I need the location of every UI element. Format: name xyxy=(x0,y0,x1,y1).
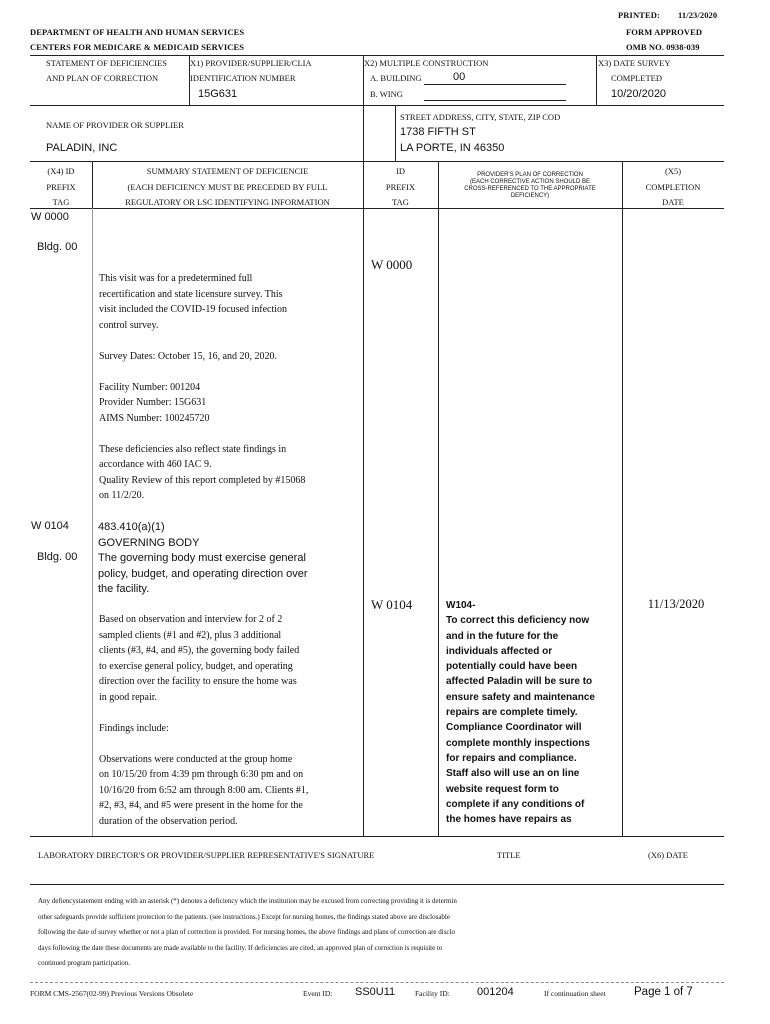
statement-label-2: AND PLAN OF CORRECTION xyxy=(46,73,159,83)
x3-label-2: COMPLETED xyxy=(611,73,662,83)
survey-date: 10/20/2020 xyxy=(611,88,667,100)
text-line: on 11/2/20. xyxy=(99,490,145,501)
text-line: complete if any conditions of xyxy=(446,798,585,810)
x1-label-2: IDENTIFICATION NUMBER xyxy=(190,73,296,83)
x5-header-3: DATE xyxy=(662,197,684,207)
text-line: ensure safety and maintenance xyxy=(446,691,595,703)
text-line: the facility. xyxy=(98,583,150,595)
text-line: This visit was for a predetermined full xyxy=(99,273,253,284)
text-line: Survey Dates: October 15, 16, and 20, 2020. xyxy=(99,350,278,362)
continuation-label: If continuation sheet xyxy=(544,989,606,998)
text-line: These deficiencies also reflect state findings in xyxy=(99,443,287,455)
text-line: recertification and state licensure survey. This xyxy=(99,288,283,300)
right-tag: W 0000 xyxy=(371,257,413,272)
x4-header: (X4) ID xyxy=(47,166,75,176)
building-label: A. BUILDING xyxy=(370,73,422,83)
disclaimer-line: continued program participation. xyxy=(38,959,130,967)
text-line: Findings include: xyxy=(99,722,169,734)
text-line: Staff also will use an on line xyxy=(446,768,580,780)
disclaimer-line: following the date of survey whether or not a plan of correction is provided. For nursing homes, the above findings and plans of correction are disclo xyxy=(38,928,455,936)
wing-label: B. WING xyxy=(370,89,403,99)
text-line: Compliance Coordinator will xyxy=(446,722,582,734)
plan-header xyxy=(438,172,622,200)
text-line: policy, budget, and operating direction over xyxy=(98,567,308,580)
text-line: potentially could have been xyxy=(446,661,578,673)
building-underline xyxy=(424,84,566,85)
text-line: Facility Number: 001204 xyxy=(99,381,201,393)
form-id: FORM CMS-2567(02-99) Previous Versions Obsolete xyxy=(30,989,194,998)
text-line: control survey. xyxy=(99,319,159,331)
centers-title: CENTERS FOR MEDICARE & MEDICAID SERVICES xyxy=(30,42,245,52)
right-tag: W 0104 xyxy=(371,597,413,612)
plan-header-line: (EACH CORRECTIVE ACTION SHOULD BE xyxy=(469,179,591,185)
text-line: sampled clients (#1 and #2), plus 3 additional xyxy=(99,629,282,641)
tag-prefix: W 0104 xyxy=(31,520,69,532)
text-line: complete monthly inspections xyxy=(446,737,590,749)
address-city: LA PORTE, IN 46350 xyxy=(400,142,505,154)
signature-label: LABORATORY DIRECTOR'S OR PROVIDER/SUPPLIER REPRESENTATIVE'S SIGNATURE xyxy=(38,850,375,860)
top-box-border xyxy=(30,55,724,56)
statement-label: STATEMENT OF DEFICIENCIES xyxy=(46,58,168,68)
dept-title: DEPARTMENT OF HEALTH AND HUMAN SERVICES xyxy=(30,27,245,37)
tag-prefix: W 0000 xyxy=(31,211,69,223)
text-line: The governing body must exercise general xyxy=(98,552,306,564)
address-street: 1738 FIFTH ST xyxy=(400,126,476,138)
header-border xyxy=(30,208,724,209)
text-line: duration of the observation period. xyxy=(99,815,238,827)
x5-header-2: COMPLETION xyxy=(645,182,701,192)
text-line: individuals affected or xyxy=(446,645,553,657)
text-line: on 10/15/20 from 4:39 pm through 6:30 pm and on xyxy=(99,769,304,780)
completion-date: 11/13/2020 xyxy=(647,597,705,611)
text-line: AIMS Number: 100245720 xyxy=(99,412,210,424)
summary-header: SUMMARY STATEMENT OF DEFICIENCIE xyxy=(146,166,309,176)
bldg-label: Bldg. 00 xyxy=(37,241,78,253)
printed-date: 11/23/2020 xyxy=(678,10,718,20)
divider xyxy=(622,208,623,836)
x2-label: X2) MULTIPLE CONSTRUCTION xyxy=(364,58,489,68)
provider-row-border xyxy=(30,161,724,162)
provider-name-label: NAME OF PROVIDER OR SUPPLIER xyxy=(46,120,184,130)
text-line: #2, #3, #4, and #5 were present in the home for the xyxy=(99,800,303,811)
text-line: accordance with 460 IAC 9. xyxy=(99,459,212,470)
signature-border xyxy=(30,884,724,885)
text-line: 10/16/20 from 6:52 am through 8:00 am. Clients #1, xyxy=(99,784,309,796)
tag2-regulation xyxy=(98,520,362,598)
text-line: clients (#3, #4, and #5), the governing body failed xyxy=(99,645,300,656)
omb-number: OMB NO. 0938-039 xyxy=(626,42,700,52)
text-line xyxy=(99,736,361,752)
text-line: repairs are complete timely. xyxy=(446,707,578,719)
event-id-label: Event ID: xyxy=(303,989,333,998)
id-header: ID xyxy=(396,166,405,176)
text-line: website request form to xyxy=(446,783,559,795)
printed-label: PRINTED: xyxy=(618,10,660,20)
id-header-2: PREFIX xyxy=(385,182,416,192)
plan-of-correction xyxy=(446,598,621,827)
text-line: affected Paladin will be sure to xyxy=(446,676,593,688)
divider xyxy=(363,208,364,836)
text-line: and in the future for the xyxy=(446,630,559,642)
text-line: to exercise general policy, budget, and operating xyxy=(99,660,293,672)
disclaimer-line: other safeguards provide sufficient protection to the patients. (see instructions.) Except for nursing homes, the findings stated above are disclosable xyxy=(38,912,450,921)
text-line: 483.410(a)(1) xyxy=(98,521,165,533)
plan-header-line: CROSS-REFERENCED TO THE APPROPRIATE xyxy=(464,186,596,192)
top-box-border-bottom xyxy=(30,105,724,106)
disclaimer xyxy=(38,894,728,972)
text-line xyxy=(99,333,361,349)
text-line: Based on observation and interview for 2 of 2 xyxy=(99,614,283,625)
text-line: Observations were conducted at the group home xyxy=(99,753,293,765)
text-line: GOVERNING BODY xyxy=(98,536,200,549)
disclaimer-line: days following the date these documents are made available to the facility. If deficiencies are cited, an approved plan of correction is requisite to xyxy=(38,943,443,952)
date-label: (X6) DATE xyxy=(648,850,688,860)
page-number: Page 1 of 7 xyxy=(634,986,693,998)
facility-id-value: 001204 xyxy=(477,986,514,998)
divider xyxy=(438,208,439,836)
tag1-text xyxy=(99,271,361,504)
tag2-findings xyxy=(99,612,361,829)
x3-label: X3) DATE SURVEY xyxy=(598,58,671,68)
bldg-label: Bldg. 00 xyxy=(37,551,78,563)
text-line: To correct this deficiency now xyxy=(446,615,590,627)
x1-label: X1) PROVIDER/SUPPLIER/CLIA xyxy=(190,58,312,68)
x4-header-2: PREFIX xyxy=(46,182,76,192)
plan-header-line: PROVIDER'S PLAN OF CORRECTION xyxy=(477,172,583,178)
form-approved: FORM APPROVED xyxy=(626,27,703,37)
text-line: W104- xyxy=(446,600,476,611)
divider xyxy=(596,55,597,105)
event-id-value: SS0U11 xyxy=(355,986,396,998)
divider xyxy=(92,208,93,836)
text-line: the homes have repairs as xyxy=(446,814,572,826)
text-line xyxy=(99,705,361,721)
text-line: in good repair. xyxy=(99,691,158,703)
text-line: Provider Number: 15G631 xyxy=(99,397,207,408)
body-border-bottom xyxy=(30,836,724,837)
divider xyxy=(395,105,396,161)
facility-id-label: Facility ID: xyxy=(415,989,450,998)
text-line xyxy=(99,364,361,380)
footer-divider xyxy=(30,982,724,983)
text-line: visit included the COVID-19 focused infection xyxy=(99,304,288,315)
text-line: Quality Review of this report completed by #15068 xyxy=(99,474,306,486)
disclaimer-line: Any defiencystatement ending with an asterisk (*) denotes a deficiency which the institution may be excused from correcting providing it is determin xyxy=(38,897,457,905)
provider-number: 15G631 xyxy=(198,88,238,100)
title-label: TITLE xyxy=(497,850,521,860)
summary-header-3: REGULATORY OR LSC IDENTIFYING INFORMATION xyxy=(125,197,330,207)
address-label: STREET ADDRESS, CITY, STATE, ZIP COD xyxy=(400,112,561,122)
wing-underline xyxy=(424,100,566,101)
text-line xyxy=(99,426,361,442)
id-header-3: TAG xyxy=(392,197,409,207)
text-line: for repairs and compliance. xyxy=(446,752,577,764)
provider-name: PALADIN, INC xyxy=(46,142,118,154)
building-value: 00 xyxy=(453,71,466,83)
text-line: direction over the facility to ensure the home was xyxy=(99,676,297,687)
plan-header-line: DEFICIENCY) xyxy=(510,193,550,199)
x5-header: (X5) xyxy=(664,166,682,176)
x4-header-3: TAG xyxy=(52,197,70,207)
summary-header-2: (EACH DEFICIENCY MUST BE PRECEDED BY FULL xyxy=(127,182,328,192)
